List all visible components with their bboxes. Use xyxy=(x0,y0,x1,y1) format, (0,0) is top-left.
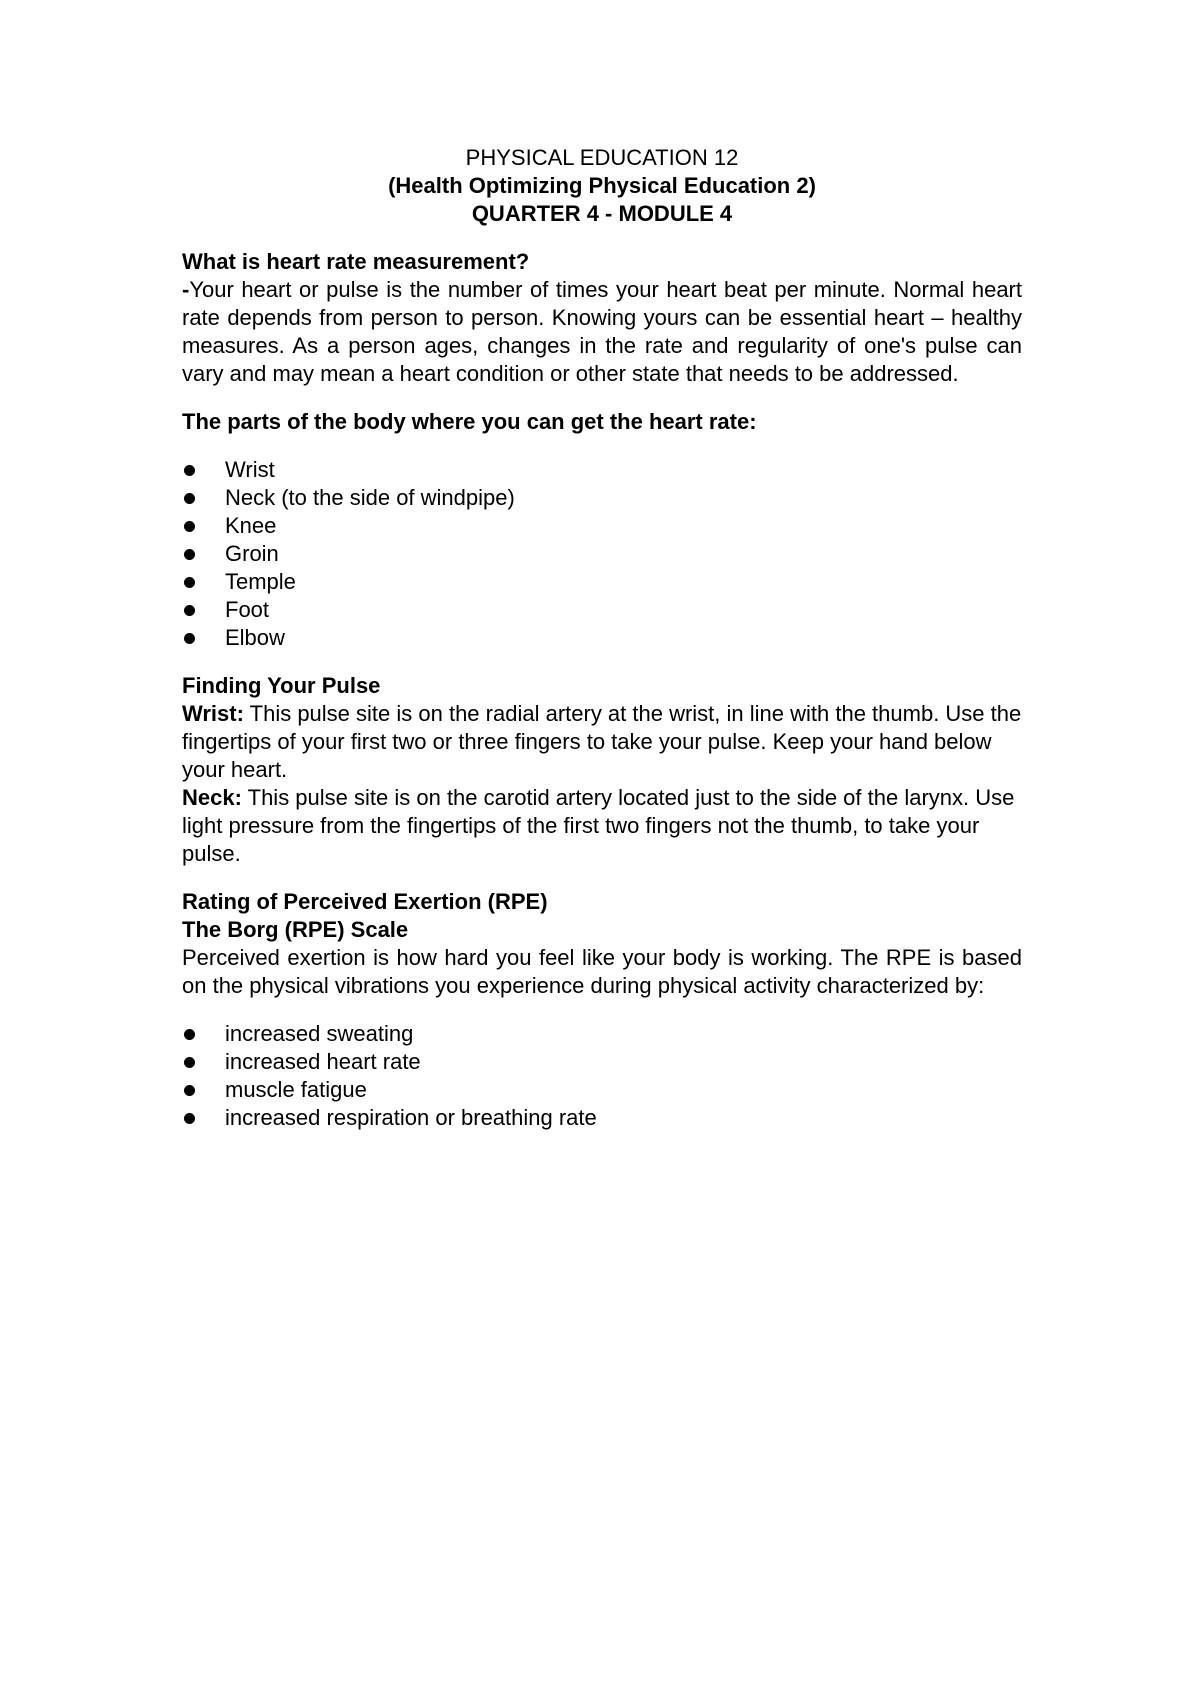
bullet-icon xyxy=(184,1029,195,1040)
wrist-text: This pulse site is on the radial artery at the wrist, in line with the thumb. Use the fingertips of your first two or three fingers to take your pulse. Keep your hand below your heart. xyxy=(182,701,1022,782)
list-item: increased sweating xyxy=(182,1020,1022,1048)
bullet-icon xyxy=(184,1085,195,1096)
list-item: Knee xyxy=(182,512,1022,540)
bullet-icon xyxy=(184,1057,195,1068)
document-subtitle: (Health Optimizing Physical Education 2) xyxy=(388,173,816,198)
list-item: Neck (to the side of windpipe) xyxy=(182,484,1022,512)
rpe-paragraph: Perceived exertion is how hard you feel like your body is working. The RPE is based on the physical vibrations you experience during physical activity characterized by: xyxy=(182,945,1022,998)
body-parts-list xyxy=(182,456,1022,652)
list-item: muscle fatigue xyxy=(182,1076,1022,1104)
finding-pulse-heading: Finding Your Pulse xyxy=(182,673,381,698)
neck-text: This pulse site is on the carotid artery located just to the side of the larynx. Use light pressure from the fingertips of the first two fingers not the thumb, to take your pulse. xyxy=(182,785,1015,866)
list-item: Groin xyxy=(182,540,1022,568)
bullet-icon xyxy=(184,577,195,588)
list-item: increased heart rate xyxy=(182,1048,1022,1076)
list-item: Elbow xyxy=(182,624,1022,652)
wrist-label: Wrist: xyxy=(182,701,244,726)
heart-rate-paragraph xyxy=(182,276,1022,388)
list-item: Foot xyxy=(182,596,1022,624)
wrist-paragraph xyxy=(182,700,1022,784)
body-parts-heading: The parts of the body where you can get the heart rate: xyxy=(182,409,757,434)
bullet-icon xyxy=(184,493,195,504)
heart-rate-heading: What is heart rate measurement? xyxy=(182,249,530,274)
bullet-icon xyxy=(184,521,195,532)
bullet-icon xyxy=(184,549,195,560)
rpe-characteristics-list xyxy=(182,1020,1022,1132)
bullet-icon xyxy=(184,605,195,616)
bullet-icon xyxy=(184,1113,195,1124)
list-item: increased respiration or breathing rate xyxy=(182,1104,1022,1132)
document-title: PHYSICAL EDUCATION 12 xyxy=(465,145,739,170)
module-label: QUARTER 4 - MODULE 4 xyxy=(471,201,733,226)
bullet-icon xyxy=(184,633,195,644)
list-item: Wrist xyxy=(182,456,1022,484)
neck-label: Neck: xyxy=(182,785,242,810)
neck-paragraph xyxy=(182,784,1022,868)
borg-scale-heading: The Borg (RPE) Scale xyxy=(182,917,409,942)
list-item: Temple xyxy=(182,568,1022,596)
dash-prefix: - xyxy=(182,277,190,302)
bullet-icon xyxy=(184,465,195,476)
document-page xyxy=(182,144,1022,1132)
document-header xyxy=(182,144,1022,228)
heart-rate-text: Your heart or pulse is the number of times your heart beat per minute. Normal heart rate depends from person to person. Knowing yours can be essential heart – healthy measures. As a person ages, changes in the rate and regularity of one's pulse can vary and may mean a heart condition or other state that needs to be addressed. xyxy=(182,277,1022,386)
rpe-heading: Rating of Perceived Exertion (RPE) xyxy=(182,889,548,914)
